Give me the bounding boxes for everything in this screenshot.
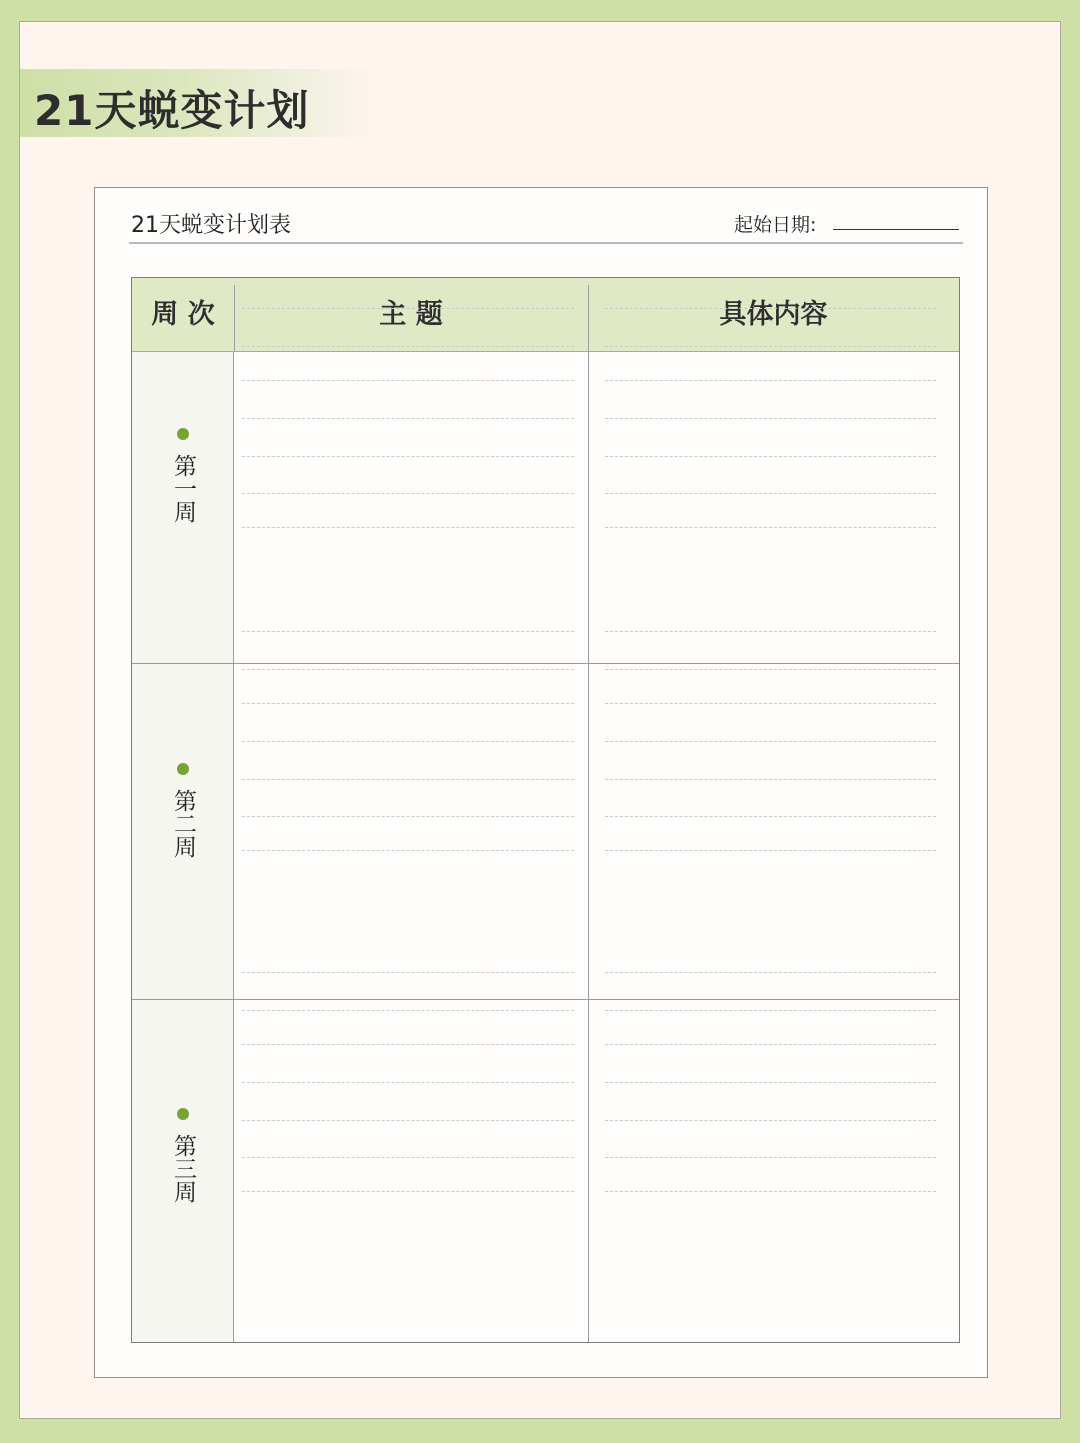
theme-line-w3-4 xyxy=(242,1082,574,1083)
week-3-text: 第三周 xyxy=(170,1134,196,1203)
theme-line-w1-5 xyxy=(242,456,574,457)
theme-line-w3-3 xyxy=(242,1044,574,1045)
content-line-w1-5 xyxy=(605,456,936,457)
content-line-w3-4 xyxy=(605,1082,936,1083)
content-line-w2-7 xyxy=(605,850,936,851)
content-line-w3-1 xyxy=(605,972,936,973)
week-2-label xyxy=(132,763,234,858)
content-line-w3-3 xyxy=(605,1044,936,1045)
content-line-w2-1 xyxy=(605,631,936,632)
content-line-w3-7 xyxy=(605,1191,936,1192)
row-divider-2 xyxy=(132,999,959,1000)
week-3-label xyxy=(132,1108,234,1203)
header-week: 周 次 xyxy=(151,299,215,330)
week-2-text: 第二周 xyxy=(170,789,196,858)
content-line-w2-4 xyxy=(605,741,936,742)
sheet-title: 21天蜕变计划表 xyxy=(131,213,291,238)
header-divider xyxy=(129,242,963,244)
content-line-w1-4 xyxy=(605,418,936,419)
theme-line-w2-1 xyxy=(242,631,574,632)
content-line-w2-3 xyxy=(605,703,936,704)
bullet-dot-icon xyxy=(177,763,189,775)
theme-line-w1-4 xyxy=(242,418,574,419)
content-line-w2-2 xyxy=(605,669,936,670)
theme-line-w2-2 xyxy=(242,669,574,670)
planner-page xyxy=(19,21,1061,1419)
theme-line-w1-3 xyxy=(242,380,574,381)
content-line-w1-3 xyxy=(605,380,936,381)
week-1-text: 第一周 xyxy=(170,454,196,523)
bullet-dot-icon xyxy=(177,1108,189,1120)
theme-line-w2-6 xyxy=(242,816,574,817)
row-divider-1 xyxy=(132,663,959,664)
content-line-w1-7 xyxy=(605,527,936,528)
bullet-dot-icon xyxy=(177,428,189,440)
content-line-w1-1 xyxy=(605,308,936,309)
header-content: 具体内容 xyxy=(719,299,828,330)
content-line-w3-2 xyxy=(605,1010,936,1011)
theme-line-w2-5 xyxy=(242,779,574,780)
title-banner xyxy=(20,69,375,137)
start-date-label: 起始日期: xyxy=(734,214,817,236)
header-theme: 主 题 xyxy=(379,299,443,330)
start-date-field[interactable] xyxy=(833,229,959,230)
content-line-w3-5 xyxy=(605,1120,936,1121)
theme-line-w2-7 xyxy=(242,850,574,851)
theme-line-w3-6 xyxy=(242,1157,574,1158)
content-line-w2-6 xyxy=(605,816,936,817)
column-divider xyxy=(588,352,589,1342)
table-header xyxy=(132,278,959,352)
theme-line-w1-2 xyxy=(242,346,574,347)
theme-line-w3-2 xyxy=(242,1010,574,1011)
week-1-label xyxy=(132,428,234,523)
plan-table xyxy=(131,277,960,1343)
content-line-w2-5 xyxy=(605,779,936,780)
page-title: 21天蜕变计划 xyxy=(34,86,310,135)
content-line-w1-6 xyxy=(605,493,936,494)
theme-line-w2-3 xyxy=(242,703,574,704)
theme-line-w2-4 xyxy=(242,741,574,742)
theme-line-w1-1 xyxy=(242,308,574,309)
content-line-w3-6 xyxy=(605,1157,936,1158)
plan-sheet xyxy=(94,187,988,1378)
theme-line-w1-6 xyxy=(242,493,574,494)
theme-line-w3-5 xyxy=(242,1120,574,1121)
theme-line-w1-7 xyxy=(242,527,574,528)
content-line-w1-2 xyxy=(605,346,936,347)
theme-line-w3-1 xyxy=(242,972,574,973)
theme-line-w3-7 xyxy=(242,1191,574,1192)
